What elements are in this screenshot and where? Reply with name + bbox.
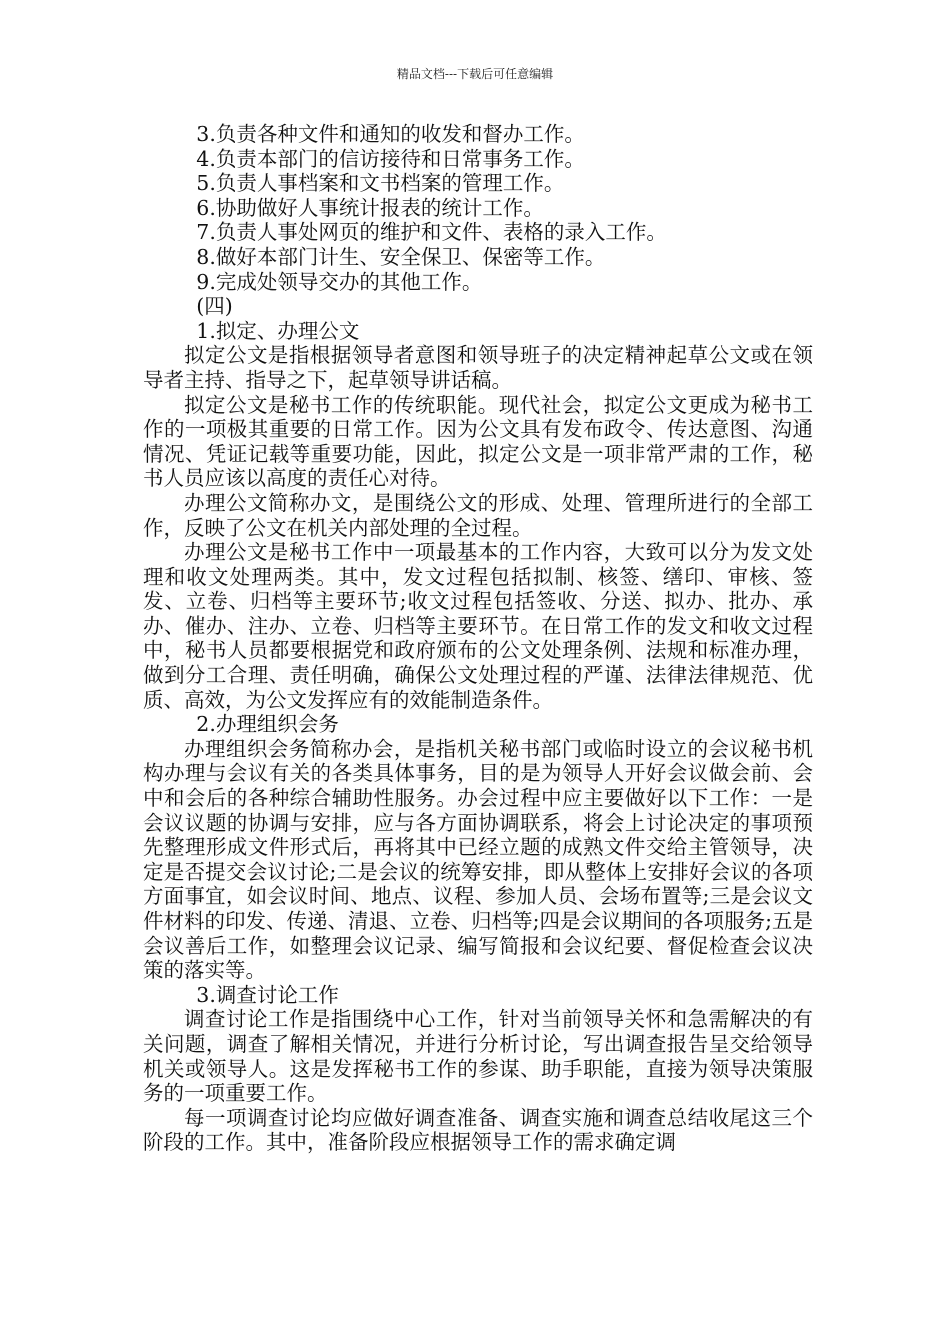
section-heading: 2.办理组织会务	[196, 712, 339, 737]
section-heading: 1.拟定、办理公文	[196, 318, 360, 343]
list-item: 8.做好本部门计生、安全保卫、保密等工作。	[196, 244, 606, 269]
list-item: 5.负责人事档案和文书档案的管理工作。	[196, 171, 565, 196]
paragraph: 拟定公文是指根据领导者意图和领导班子的决定精神起草公文或在领导者主持、指导之下，起草领导讲话稿。	[143, 343, 813, 392]
paragraph: 拟定公文是秘书工作的传统职能。现代社会，拟定公文更成为秘书工作的一项极其重要的日常工作。因为公文具有发布政令、传达意图、沟通情况、凭证记载等重要功能，因此，拟定公文是一项非常严肃的工作，秘书人员应该以高度的责任心对待。	[143, 392, 813, 491]
section-marker: (四)	[196, 294, 233, 319]
list-item: 4.负责本部门的信访接待和日常事务工作。	[196, 146, 585, 171]
list-item: 6.协助做好人事统计报表的统计工作。	[196, 195, 544, 220]
document-body	[143, 122, 813, 1155]
paragraph: 调查讨论工作是指围绕中心工作，针对当前领导关怀和急需解决的有关问题，调查了解相关情况，并进行分析讨论，写出调查报告呈交给领导机关或领导人。这是发挥秘书工作的参谋、助手职能，直接为领导决策服务的一项重要工作。	[143, 1007, 813, 1106]
paragraph: 每一项调查讨论均应做好调查准备、调查实施和调查总结收尾这三个阶段的工作。其中，准备阶段应根据领导工作的需求确定调	[143, 1105, 813, 1155]
list-item: 3.负责各种文件和通知的收发和督办工作。	[196, 122, 585, 146]
section-heading: 3.调查讨论工作	[196, 982, 339, 1007]
paragraph: 办理公文简称办文，是围绕公文的形成、处理、管理所进行的全部工作，反映了公文在机关内部处理的全过程。	[143, 490, 813, 540]
paragraph: 办理公文是秘书工作中一项最基本的工作内容，大致可以分为发文处理和收文处理两类。其中，发文过程包括拟制、核签、缮印、审核、签发、立卷、归档等主要环节;收文过程包括签收、分送、拟办、批办、承办、催办、注办、立卷、归档等主要环节。在日常工作的发文和收文过程中，秘书人员都要根据党和政府颁布的公文处理条例、法规和标准办理，做到分工合理、责任明确，确保公文处理过程的严谨、法律法律规范、优质、高效，为公文发挥应有的效能制造条件。	[143, 540, 813, 712]
list-item: 9.完成处领导交办的其他工作。	[196, 269, 483, 294]
list-item: 7.负责人事处网页的维护和文件、表格的录入工作。	[196, 220, 667, 245]
paragraph: 办理组织会务简称办会，是指机关秘书部门或临时设立的会议秘书机构办理与会议有关的各类具体事务，目的是为领导人开好会议做会前、会中和会后的各种综合辅助性服务。办会过程中应主要做好以下工作：一是会议议题的协调与安排，应与各方面协调联系，将会上讨论决定的事项预先整理形成文件形式后，再将其中已经立题的成熟文件交给主管领导，决定是否提交会议讨论;二是会议的统筹安排，即从整体上安排好会议的各项方面事宜，如会议时间、地点、议程、参加人员、会场布置等;三是会议文件材料的印发、传递、清退、立卷、归档等;四是会议期间的各项服务;五是会议善后工作，如整理会议记录、编写简报和会议纪要、督促检查会议决策的落实等。	[143, 736, 813, 983]
page-header: 精品文档---下载后可任意编辑	[396, 67, 554, 81]
